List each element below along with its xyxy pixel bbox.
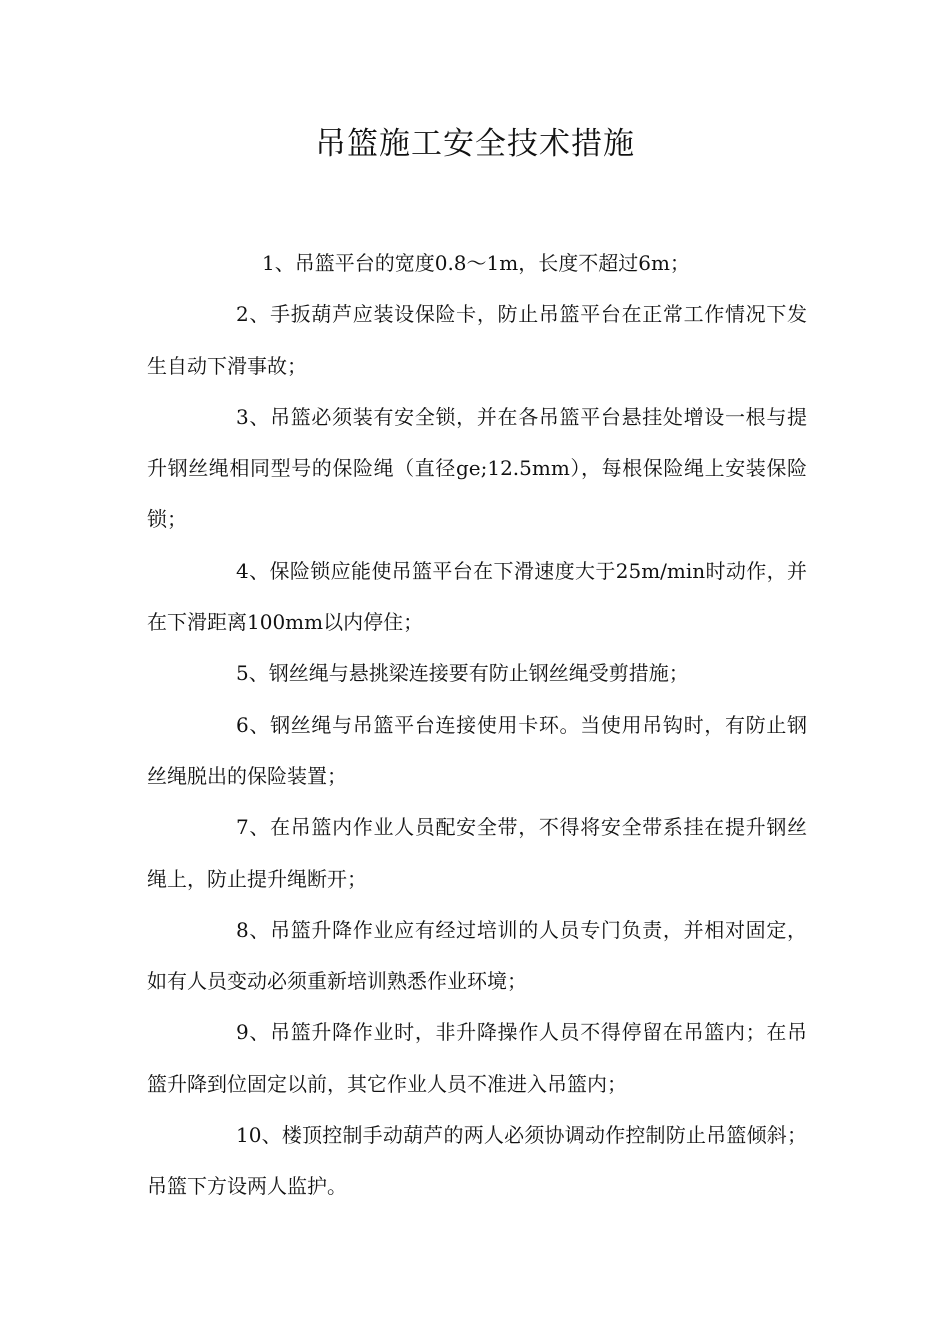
list-item-3: 3、吊篮必须装有安全锁，并在各吊篮平台悬挂处增设一根与提升钢丝绳相同型号的保险绳（直径ge;12.5mm），每根保险绳上安装保险锁； — [147, 404, 807, 532]
list-item-10: 10、楼顶控制手动葫芦的两人必须协调动作控制防止吊篮倾斜；吊篮下方设两人监护。 — [147, 1123, 807, 1199]
list-item-5: 5、钢丝绳与悬挑梁连接要有防止钢丝绳受剪措施； — [236, 661, 689, 686]
list-item-1: 1、吊篮平台的宽度0.8～1m，长度不超过6m； — [262, 251, 690, 275]
list-item-7: 7、在吊篮内作业人员配安全带，不得将安全带系挂在提升钢丝绳上，防止提升绳断开； — [147, 815, 807, 891]
document-body — [147, 238, 807, 1213]
list-item-9: 9、吊篮升降作业时，非升降操作人员不得停留在吊篮内；在吊篮升降到位固定以前，其它作业人员不准进入吊篮内； — [147, 1020, 807, 1096]
list-item-6: 6、钢丝绳与吊篮平台连接使用卡环。当使用吊钩时，有防止钢丝绳脱出的保险装置； — [147, 712, 807, 788]
list-item-8: 8、吊篮升降作业应有经过培训的人员专门负责，并相对固定，如有人员变动必须重新培训熟悉作业环境； — [147, 917, 807, 994]
document-title: 吊篮施工安全技术措施 — [315, 126, 635, 162]
list-item-2: 2、手扳葫芦应装设保险卡，防止吊篮平台在正常工作情况下发生自动下滑事故； — [147, 302, 807, 378]
list-item-4: 4、保险锁应能使吊篮平台在下滑速度大于25m/min时动作，并在下滑距离100mm以内停住； — [147, 558, 807, 635]
